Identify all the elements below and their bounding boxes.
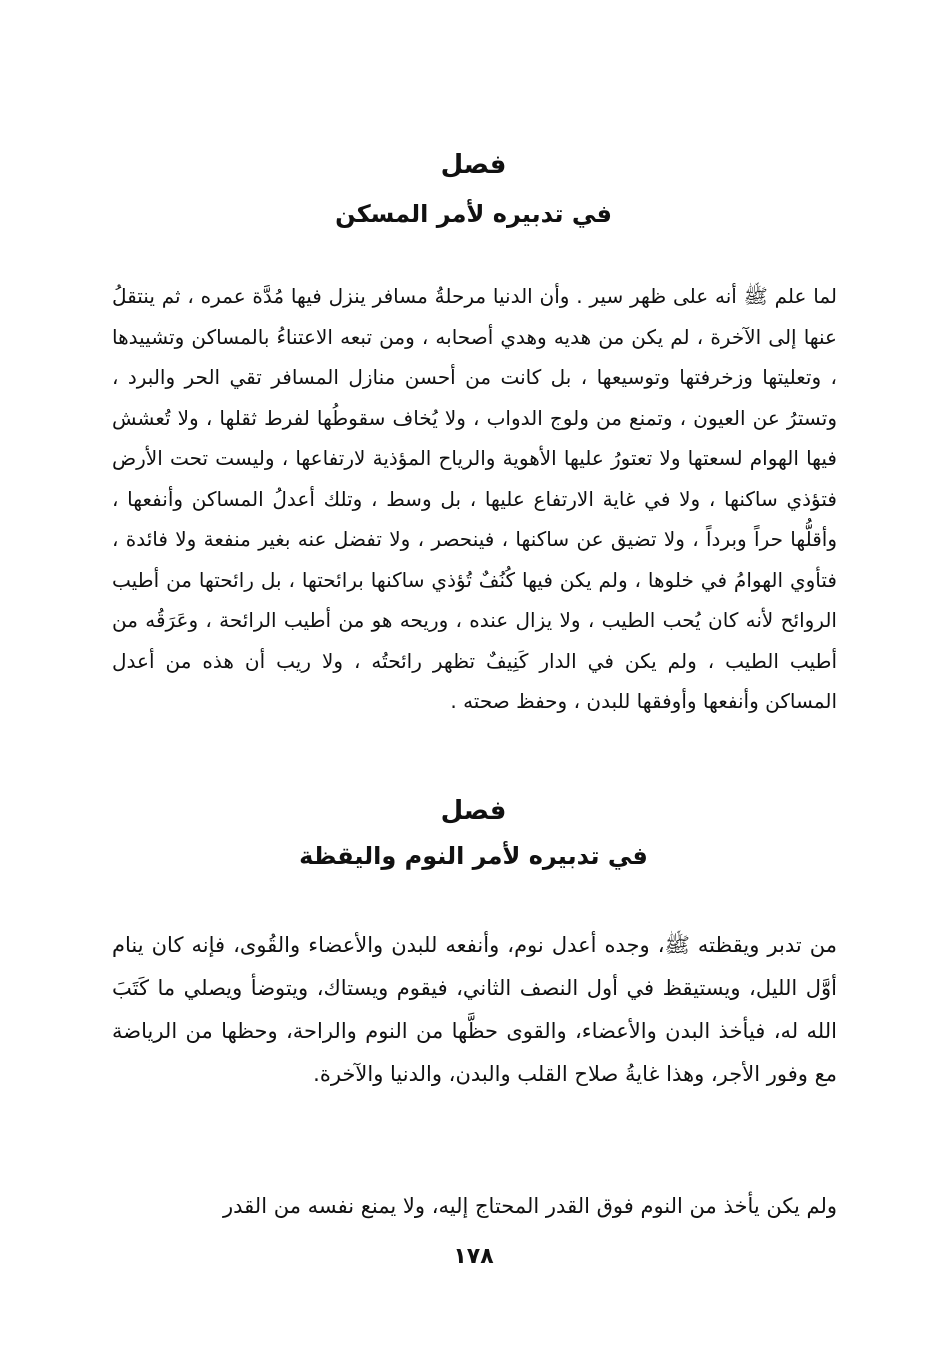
section-2-continuation: ولم يكن يأخذ من النوم فوق القدر المحتاج إليه، ولا يمنع نفسه من القدر bbox=[223, 1194, 837, 1218]
page-number: ١٧٨ bbox=[453, 1244, 494, 1269]
section-1-title: فصل bbox=[440, 150, 507, 180]
section-1-subtitle: في تدبيره لأمر المسكن bbox=[335, 200, 612, 228]
section-1-body: لما علم ﷺ أنه على ظهر سير . وأن الدنيا مرحلةُ مسافر ينزل فيها مُدَّة عمره ، ثم ينتقلُ عنها إلى الآخرة ، لم يكن من هديه وهدي أصحابه ، ومن تبعه الاعتناءُ بالمساكن وتشييدها ، وتعليتها وزخرفتها وتوسيعها ، بل كانت من أحسن منازل المسافر تقي الحر والبرد ، وتسترُ عن العيون ، وتمنع من ولوج الدواب ، ولا يُخاف سقوطُها لفرط ثقلها ، ولا تُعشش فيها الهوام لسعتها ولا تعتورُ عليها الأهوية والرياح المؤذية لارتفاعها ، وليست تحت الأرض فتؤذي ساكنها ، ولا في غاية الارتفاع عليها ، بل وسط ، وتلك أعدلُ المساكن وأنفعها ، وأقلُّها حراً وبرداً ، ولا تضيق عن ساكنها ، فينحصر ، ولا تفضل عنه بغير منفعة ولا فائدة ، فتأوي الهوامُ في خلوها ، ولم يكن فيها كُنُفٌ تُؤذي ساكنها برائحتها ، بل رائحتها من أطيب الروائح لأنه كان يُحب الطيب ، ولا يزال عنده ، وريحه هو من أطيب الرائحة ، وعَرَقُه من أطيب الطيب ، ولم يكن في الدار كَنِيفٌ تظهر رائحتُه ، ولا ريب أن هذه من أعدل المساكن وأنفعها وأوفقها للبدن ، وحفظ صحته . bbox=[112, 284, 837, 713]
section-2-body: من تدبر ويقظته ﷺ، وجده أعدل نوم، وأنفعه للبدن والأعضاء والقُوى، فإنه كان ينام أوَّل الليل، ويستيقظ في أول النصف الثاني، فيقوم ويستاك، ويتوضأ ويصلي ما كَتَبَ الله له، فيأخذ البدن والأعضاء، والقوى حظَّها من النوم والراحة، وحظها من الرياضة مع وفور الأجر، وهذا غايةُ صلاح القلب والبدن، والدنيا والآخرة. bbox=[112, 933, 837, 1086]
section-2-title: فصل bbox=[440, 796, 507, 826]
section-2-subtitle: في تدبيره لأمر النوم واليقظة bbox=[299, 842, 648, 870]
